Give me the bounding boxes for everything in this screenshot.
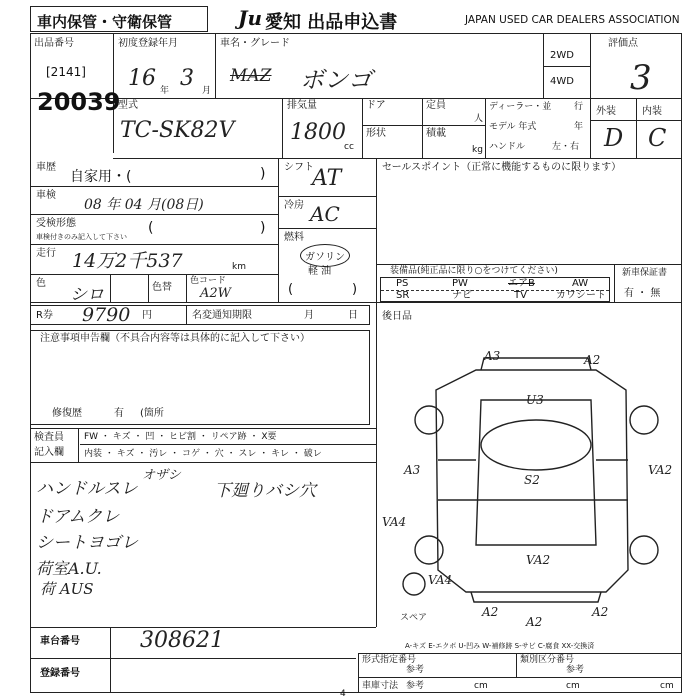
- displacement-label: 排気量: [287, 100, 317, 111]
- chassis-label: 車台番号: [40, 636, 80, 647]
- mark-a3-left: A3: [404, 463, 421, 477]
- notes-label: 注意事項申告欄（不具合内容等は具体的に記入して下さい）: [40, 333, 310, 344]
- wheel-front-left: [415, 406, 443, 434]
- spare-label: スペア: [400, 613, 428, 623]
- equipment-label: 装備品(純正品に限り○をつけてください): [390, 266, 558, 276]
- note-stain: オザシ: [142, 468, 181, 483]
- association-name: JAPAN USED CAR DEALERS ASSOCIATION: [465, 14, 680, 26]
- grid-line: [358, 677, 682, 678]
- door-label: ドア: [366, 100, 386, 111]
- name-change-month: 月: [304, 310, 314, 321]
- grid-line: [636, 98, 637, 158]
- sales-points-label: セールスポイント（正常に機能するものに限ります）: [382, 162, 622, 173]
- note-cargo-au: 荷室A.U.: [36, 559, 102, 578]
- color-code-label: 色コード: [190, 276, 227, 286]
- grid-line: [113, 158, 682, 159]
- equipment-tv: TV: [514, 290, 527, 301]
- dealer-line2-right: 年: [574, 122, 584, 132]
- garage-size-ref: 参考: [406, 681, 425, 691]
- tax-unit: 円: [142, 310, 152, 321]
- mileage-label: 走行: [36, 248, 56, 259]
- color-label: 色: [36, 278, 46, 289]
- exterior-value: D: [604, 124, 624, 152]
- dealer-line3-left: ハンドル: [489, 142, 526, 152]
- form-spec-ref-1: 参考: [406, 665, 425, 675]
- dealer-line2-left: モデル 年式: [489, 122, 537, 132]
- drive-4wd: 4WD: [550, 76, 574, 87]
- mark-u3-roof: U3: [526, 393, 544, 407]
- mark-a2-rearmost: A2: [526, 615, 543, 629]
- fuel-gasoline: ガソリン: [300, 244, 350, 267]
- inspector-row2: 内装 ・ キズ ・ 汚レ ・ コゲ ・ 穴 ・ スレ ・ キレ ・ 破レ: [84, 449, 322, 459]
- car-name-value: ボンゴ: [300, 66, 372, 94]
- repair-history-place: (箇所: [140, 408, 164, 419]
- form-spec-ref-2: 参考: [566, 665, 585, 675]
- fuel-open: (: [288, 282, 294, 297]
- load-label: 積載: [426, 128, 446, 139]
- registration-year: 16: [128, 66, 156, 91]
- door-line-right: [596, 460, 628, 500]
- grid-line: [278, 196, 376, 197]
- grid-line: [362, 125, 485, 126]
- grid-line: [30, 214, 278, 215]
- car-name-struck: MAZ: [230, 66, 272, 86]
- mark-va2-rear: VA2: [526, 553, 551, 567]
- car-name-label: 車名・グレード: [220, 38, 290, 49]
- storage-tag: [30, 6, 208, 32]
- tax-label: R券: [36, 310, 53, 321]
- equipment-pw: PW: [452, 278, 468, 289]
- equipment-ps: PS: [396, 278, 409, 289]
- note-seat-dirt: シートヨゴレ: [36, 533, 138, 553]
- mark-va4-rear: VA4: [428, 573, 453, 587]
- registration-year-unit: 年: [160, 86, 170, 96]
- grid-line: [30, 302, 682, 303]
- registration-label: 初度登録年月: [118, 38, 178, 49]
- model-value: TC-SK82V: [120, 118, 235, 143]
- grid-line: [516, 653, 517, 677]
- interior-label: 内装: [642, 106, 662, 117]
- grid-line: [362, 98, 363, 158]
- rating-label: 評価点: [608, 38, 638, 49]
- capacity-unit: 人: [474, 114, 484, 124]
- acceptance-open: (: [148, 220, 154, 236]
- repair-history-label: 修復歴: [52, 408, 82, 419]
- garage-size-cm-1: cm: [474, 681, 488, 691]
- fuel-diesel: 軽 油: [308, 266, 332, 277]
- grid-line: [543, 66, 590, 67]
- inspection-label: 車検: [36, 190, 56, 201]
- dealer-line3-right: 左・右: [552, 142, 580, 152]
- garage-size-label: 車庫寸法: [362, 681, 399, 691]
- car-rear-bumper: [471, 592, 601, 602]
- mileage-unit: km: [232, 262, 246, 272]
- garage-size-cm-3: cm: [660, 681, 674, 691]
- grid-line: [282, 98, 283, 158]
- grid-line: [30, 274, 278, 275]
- drive-2wd: 2WD: [550, 50, 574, 61]
- name-change-day: 日: [348, 310, 358, 321]
- grid-line: [485, 98, 486, 158]
- wheel-rear-right: [630, 536, 658, 564]
- acceptance-close: ): [260, 220, 266, 236]
- exterior-label: 外装: [596, 106, 616, 117]
- history-label: 車歴: [36, 162, 56, 173]
- interior-value: C: [648, 124, 667, 152]
- door-line-left: [438, 460, 476, 500]
- grid-line: [422, 98, 423, 158]
- grid-line: [376, 158, 377, 302]
- displacement-unit: cc: [344, 142, 354, 152]
- dealer-line1-right: 行: [574, 102, 584, 112]
- grid-line: [278, 228, 376, 229]
- grid-line: [186, 274, 187, 302]
- lot-label: 出品番号: [34, 38, 74, 49]
- dealer-line1-left: ディーラー・並: [489, 102, 552, 112]
- mark-a3-front: A3: [484, 349, 501, 363]
- grid-line: [110, 274, 111, 302]
- grid-line: [30, 428, 376, 429]
- shift-label: シフト: [284, 162, 314, 173]
- mileage-value: 14万2千537: [72, 250, 183, 272]
- inspector-entry-label: 記入欄: [34, 447, 64, 458]
- storage-tag-text: 車内保管・守衛保管: [37, 13, 173, 31]
- load-unit: kg: [472, 145, 483, 155]
- inspector-label: 検査員: [34, 432, 64, 443]
- ju-logo: Ju: [238, 6, 263, 30]
- shape-label: 形状: [366, 128, 386, 139]
- car-roof-top: [481, 420, 591, 470]
- capacity-label: 定員: [426, 100, 446, 111]
- equipment-leather: カワシート: [556, 290, 606, 301]
- grid-line: [590, 33, 591, 158]
- grid-line: [110, 627, 111, 693]
- aircon-label: 冷房: [284, 200, 304, 211]
- wheel-front-right: [630, 406, 658, 434]
- grid-line: [30, 98, 682, 99]
- damage-legend: A-キズ E-エクボ U-凹み W-補修跡 S-サビ C-腐食 XX-交換済: [405, 642, 595, 650]
- mark-a2-rear: A2: [482, 605, 499, 619]
- note-door-dent: ドアムクレ: [36, 507, 120, 527]
- grid-line: [78, 428, 79, 462]
- mark-va4-left: VA4: [382, 515, 407, 529]
- later-items-label: 後日品: [382, 311, 412, 322]
- registration-number-label: 登録番号: [40, 668, 80, 679]
- category-label: 類別区分番号: [520, 655, 575, 665]
- form-spec-label: 形式指定番号: [362, 655, 417, 665]
- garage-size-cm-2: cm: [566, 681, 580, 691]
- grid-line: [186, 305, 187, 325]
- registration-month: 3: [180, 66, 194, 91]
- equipment-aw: AW: [572, 278, 589, 289]
- chassis-value: 308621: [140, 628, 224, 653]
- mark-s2-center: S2: [524, 473, 540, 487]
- note-handle-wear: ハンドルスレ: [36, 479, 138, 499]
- grid-line: [376, 264, 682, 265]
- acceptance-label: 受検形態: [36, 218, 76, 229]
- warranty-label: 新車保証書: [622, 268, 668, 278]
- grid-line: [30, 658, 356, 659]
- history-close: ): [260, 166, 266, 182]
- mark-a2-front: A2: [584, 353, 601, 367]
- equipment-navi: ナビ: [452, 290, 472, 301]
- color-code-value: A2W: [200, 286, 232, 301]
- aircon-value: AC: [310, 202, 340, 226]
- note-underbody: 下廻りバシ穴: [214, 481, 316, 501]
- warranty-value: 有 ・ 無: [624, 288, 661, 299]
- color-value: シロ: [70, 285, 104, 305]
- inspector-row1: FW ・ キズ ・ 凹 ・ ヒビ割 ・ リペア跡 ・ X要: [84, 432, 277, 442]
- spare-tire-icon: [403, 573, 425, 595]
- grid-line: [80, 444, 376, 445]
- grid-line: [30, 244, 278, 245]
- shift-value: AT: [312, 166, 342, 191]
- tax-value: 9790: [82, 304, 131, 326]
- equipment-sr: SR: [396, 290, 410, 301]
- lot-small-number: [2141]: [46, 65, 86, 79]
- rating-value: 3: [630, 58, 652, 98]
- grid-line: [278, 158, 279, 302]
- grid-line: [614, 264, 615, 302]
- mark-va2-right: VA2: [648, 463, 673, 477]
- inspection-value: 08 年 04 月(08日): [84, 197, 204, 213]
- acceptance-note: 車検付きのみ記入して下さい: [36, 233, 127, 241]
- grid-line: [30, 186, 278, 187]
- grid-line: [148, 274, 149, 302]
- displacement-value: 1800: [290, 120, 346, 145]
- grid-line: [30, 462, 376, 463]
- fuel-label: 燃料: [284, 232, 304, 243]
- repair-history-value: 有: [114, 408, 124, 419]
- equipment-airbag: エアB: [508, 278, 535, 289]
- history-value: 自家用・(: [70, 169, 132, 185]
- lot-number: 20039: [37, 88, 121, 116]
- form-title: 愛知 出品申込書: [265, 12, 398, 33]
- model-label: 型式: [118, 100, 138, 111]
- note-cargo-aus: 荷 AUS: [40, 580, 94, 598]
- bottom-mark: 4: [340, 689, 346, 699]
- registration-month-unit: 月: [202, 86, 212, 96]
- car-damage-diagram: [376, 330, 682, 630]
- grid-line: [215, 33, 216, 98]
- wheel-rear-left: [415, 536, 443, 564]
- name-change-label: 名変通知期限: [192, 310, 252, 321]
- fuel-close: ): [352, 282, 358, 297]
- color-change-label: 色替: [152, 282, 172, 293]
- mark-a2-rear-right: A2: [592, 605, 609, 619]
